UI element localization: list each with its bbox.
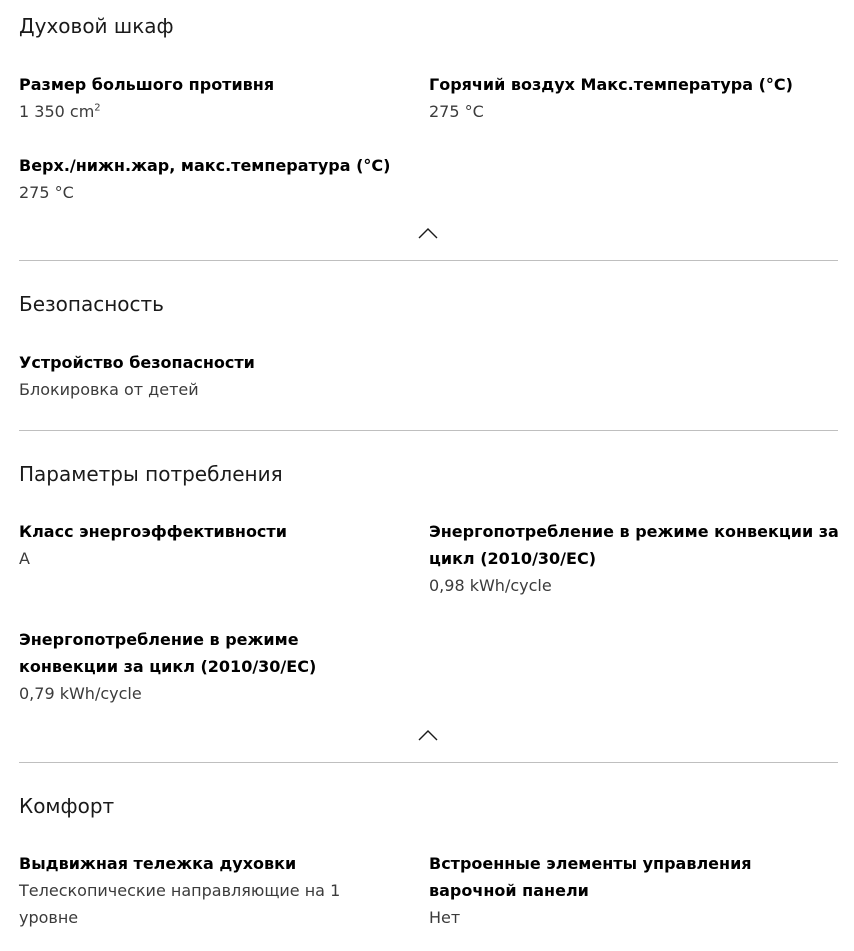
spec-value: 0,79 kWh/cycle (19, 684, 142, 703)
collapse-toggle-consumption[interactable] (417, 728, 439, 742)
spec-value: Телескопические направляющие на 1 уровне (19, 881, 341, 927)
spec-value: 275 °C (429, 102, 484, 121)
spec-hot-air-max-temp (429, 71, 844, 125)
section-title-consumption: Параметры потребления (19, 462, 283, 486)
spec-label: Энергопотребление в режиме конвекции за цикл (2010/30/EC) (429, 522, 839, 568)
spec-label: Выдвижная тележка духовки (19, 854, 297, 873)
spec-energy-consumption-convection (429, 518, 844, 599)
spec-label: Размер большого противня (19, 75, 275, 94)
spec-value: 1 350 $cm^2$ (19, 102, 101, 121)
spec-label: Устройство безопасности (19, 353, 255, 372)
section-divider (19, 430, 838, 431)
spec-label: Верх./нижн.жар, макс.температура (°C) (19, 156, 391, 175)
collapse-toggle-oven[interactable] (417, 226, 439, 240)
spec-energy-class (19, 518, 399, 572)
spec-top-bottom-max-temp (19, 152, 399, 206)
spec-label: Класс энергоэффективности (19, 522, 287, 541)
chevron-up-icon (417, 728, 439, 742)
spec-label: Горячий воздух Макс.температура (°C) (429, 75, 793, 94)
section-oven (19, 0, 838, 262)
section-title-safety: Безопасность (19, 292, 164, 316)
section-divider (19, 260, 838, 261)
section-title-oven: Духовой шкаф (19, 14, 174, 38)
spec-baking-tray-size (19, 71, 399, 125)
chevron-up-icon (417, 226, 439, 240)
spec-value: Нет (429, 908, 461, 927)
spec-value: 0,98 kWh/cycle (429, 576, 552, 595)
spec-safety-device (19, 349, 399, 403)
spec-value: Блокировка от детей (19, 380, 199, 399)
section-title-comfort: Комфорт (19, 794, 115, 818)
spec-oven-trolley (19, 850, 399, 931)
section-divider (19, 762, 838, 763)
spec-value: A (19, 549, 30, 568)
spec-integrated-hob-controls (429, 850, 844, 931)
spec-label: Энергопотребление в режиме конвекции за цикл (2010/30/EC) (19, 630, 317, 676)
spec-energy-consumption-convection-2 (19, 626, 399, 707)
spec-value: 275 °C (19, 183, 74, 202)
spec-label: Встроенные элементы управления варочной панели (429, 854, 752, 900)
